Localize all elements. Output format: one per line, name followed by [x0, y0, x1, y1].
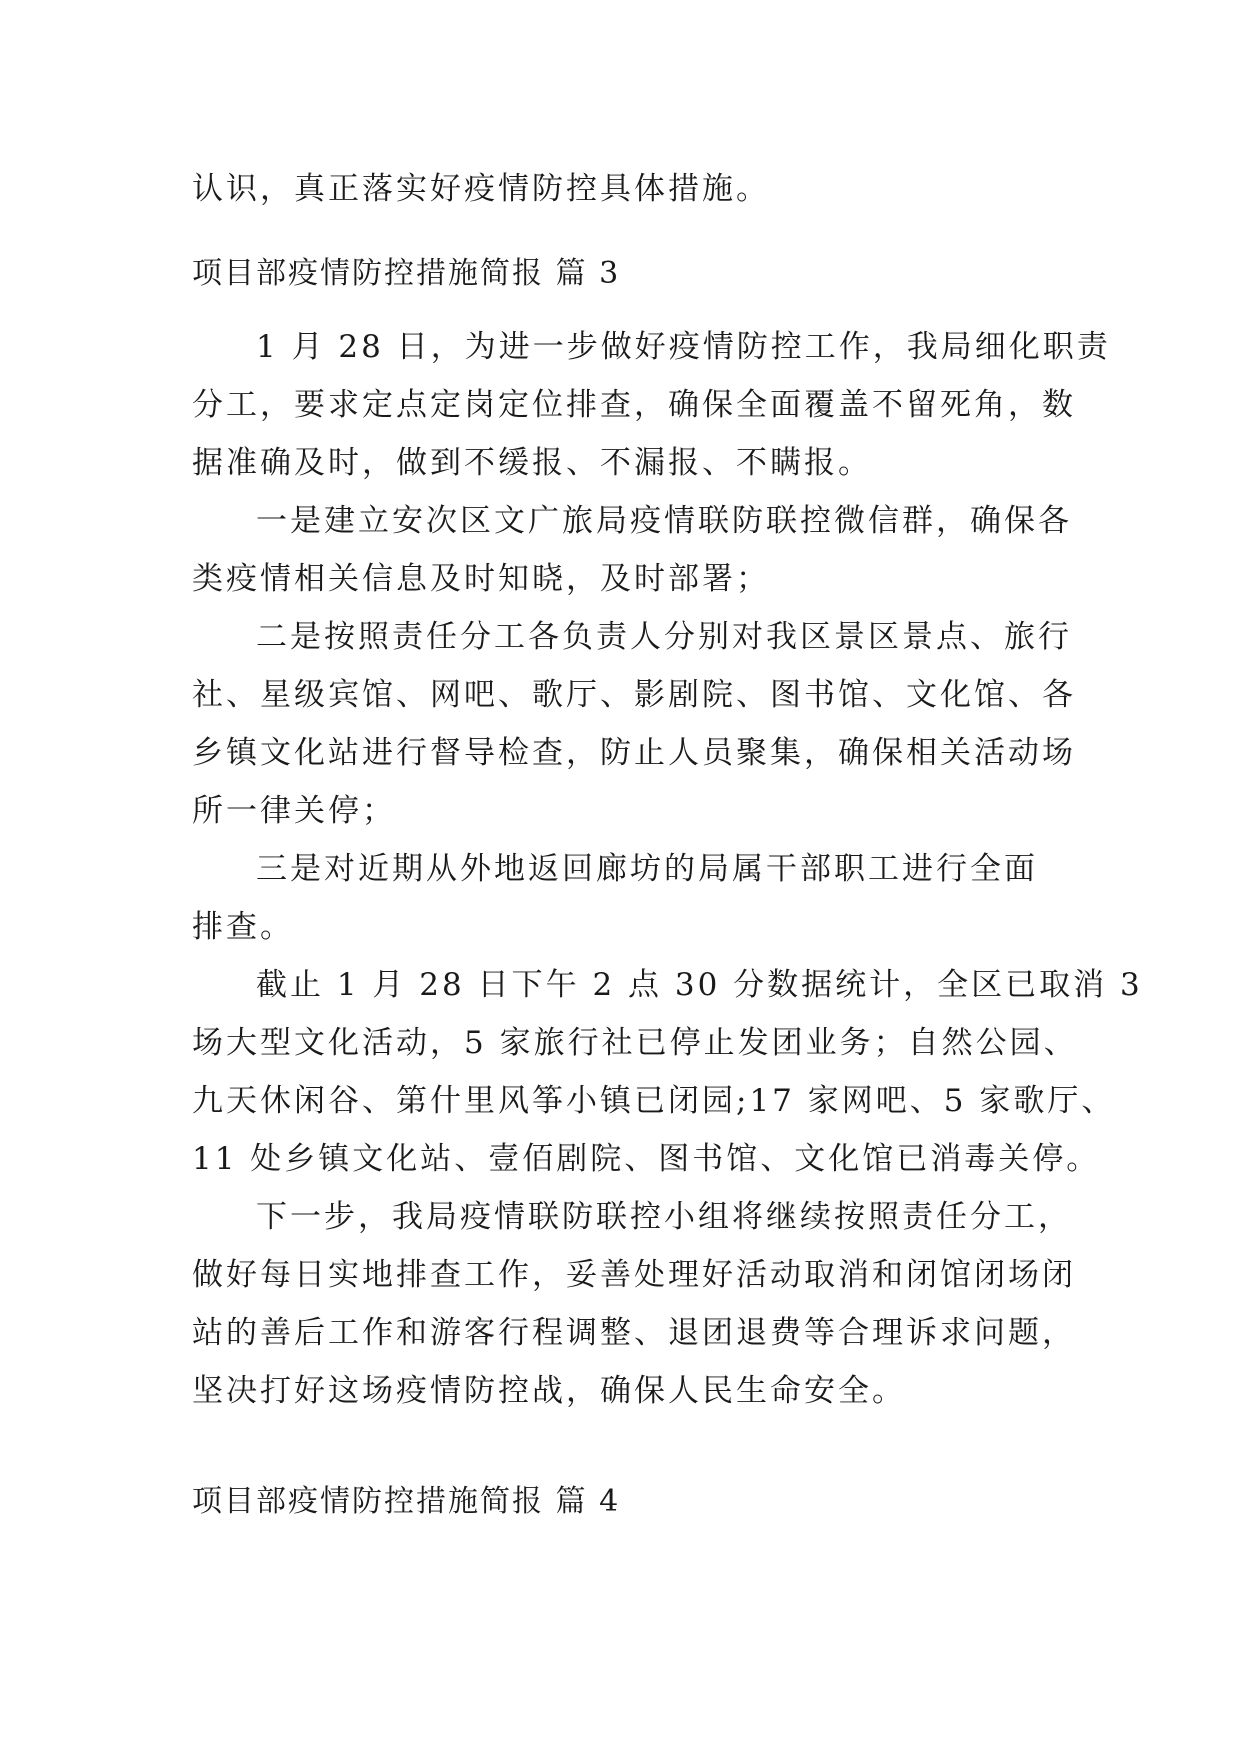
- paragraph-line: 所一律关停；: [192, 793, 396, 829]
- paragraph-line: 下一步，我局疫情联防联控小组将继续按照责任分工，: [256, 1199, 1072, 1235]
- section-4-heading: 项目部疫情防控措施简报 篇 4: [192, 1484, 621, 1519]
- paragraph-line: 排查。: [192, 909, 294, 945]
- paragraph-line: 分工，要求定点定岗定位排查，确保全面覆盖不留死角，数: [192, 387, 1076, 423]
- paragraph-line: 二是按照责任分工各负责人分别对我区景区景点、旅行: [256, 619, 1072, 655]
- paragraph-line: 做好每日实地排查工作，妥善处理好活动取消和闭馆闭场闭: [192, 1257, 1076, 1293]
- paragraph-line: 三是对近期从外地返回廊坊的局属干部职工进行全面: [256, 851, 1038, 887]
- paragraph-line: 类疫情相关信息及时知晓，及时部署；: [192, 561, 770, 597]
- paragraph-line: 社、星级宾馆、网吧、歌厅、影剧院、图书馆、文化馆、各: [192, 677, 1076, 713]
- paragraph-line: 11 处乡镇文化站、壹佰剧院、图书馆、文化馆已消毒关停。: [192, 1141, 1101, 1177]
- paragraph-line: 九天休闲谷、第什里风筝小镇已闭园;17 家网吧、5 家歌厅、: [192, 1083, 1116, 1119]
- section-3-heading: 项目部疫情防控措施简报 篇 3: [192, 256, 621, 291]
- section-3-body: [192, 318, 1143, 1420]
- intro-paragraph: [192, 160, 1052, 218]
- paragraph-line: 截止 1 月 28 日下午 2 点 30 分数据统计，全区已取消 3: [256, 967, 1143, 1003]
- intro-line: 认识，真正落实好疫情防控具体措施。: [192, 171, 770, 207]
- paragraph-line: 场大型文化活动，5 家旅行社已停止发团业务；自然公园、: [192, 1025, 1078, 1061]
- paragraph-line: 1 月 28 日，为进一步做好疫情防控工作，我局细化职责: [256, 329, 1111, 365]
- paragraph-line: 乡镇文化站进行督导检查，防止人员聚集，确保相关活动场: [192, 735, 1076, 771]
- paragraph-line: 坚决打好这场疫情防控战，确保人民生命安全。: [192, 1373, 906, 1409]
- paragraph-line: 站的善后工作和游客行程调整、退团退费等合理诉求问题，: [192, 1315, 1076, 1351]
- paragraph-line: 据准确及时，做到不缓报、不漏报、不瞒报。: [192, 445, 872, 481]
- paragraph-line: 一是建立安次区文广旅局疫情联防联控微信群，确保各: [256, 503, 1072, 539]
